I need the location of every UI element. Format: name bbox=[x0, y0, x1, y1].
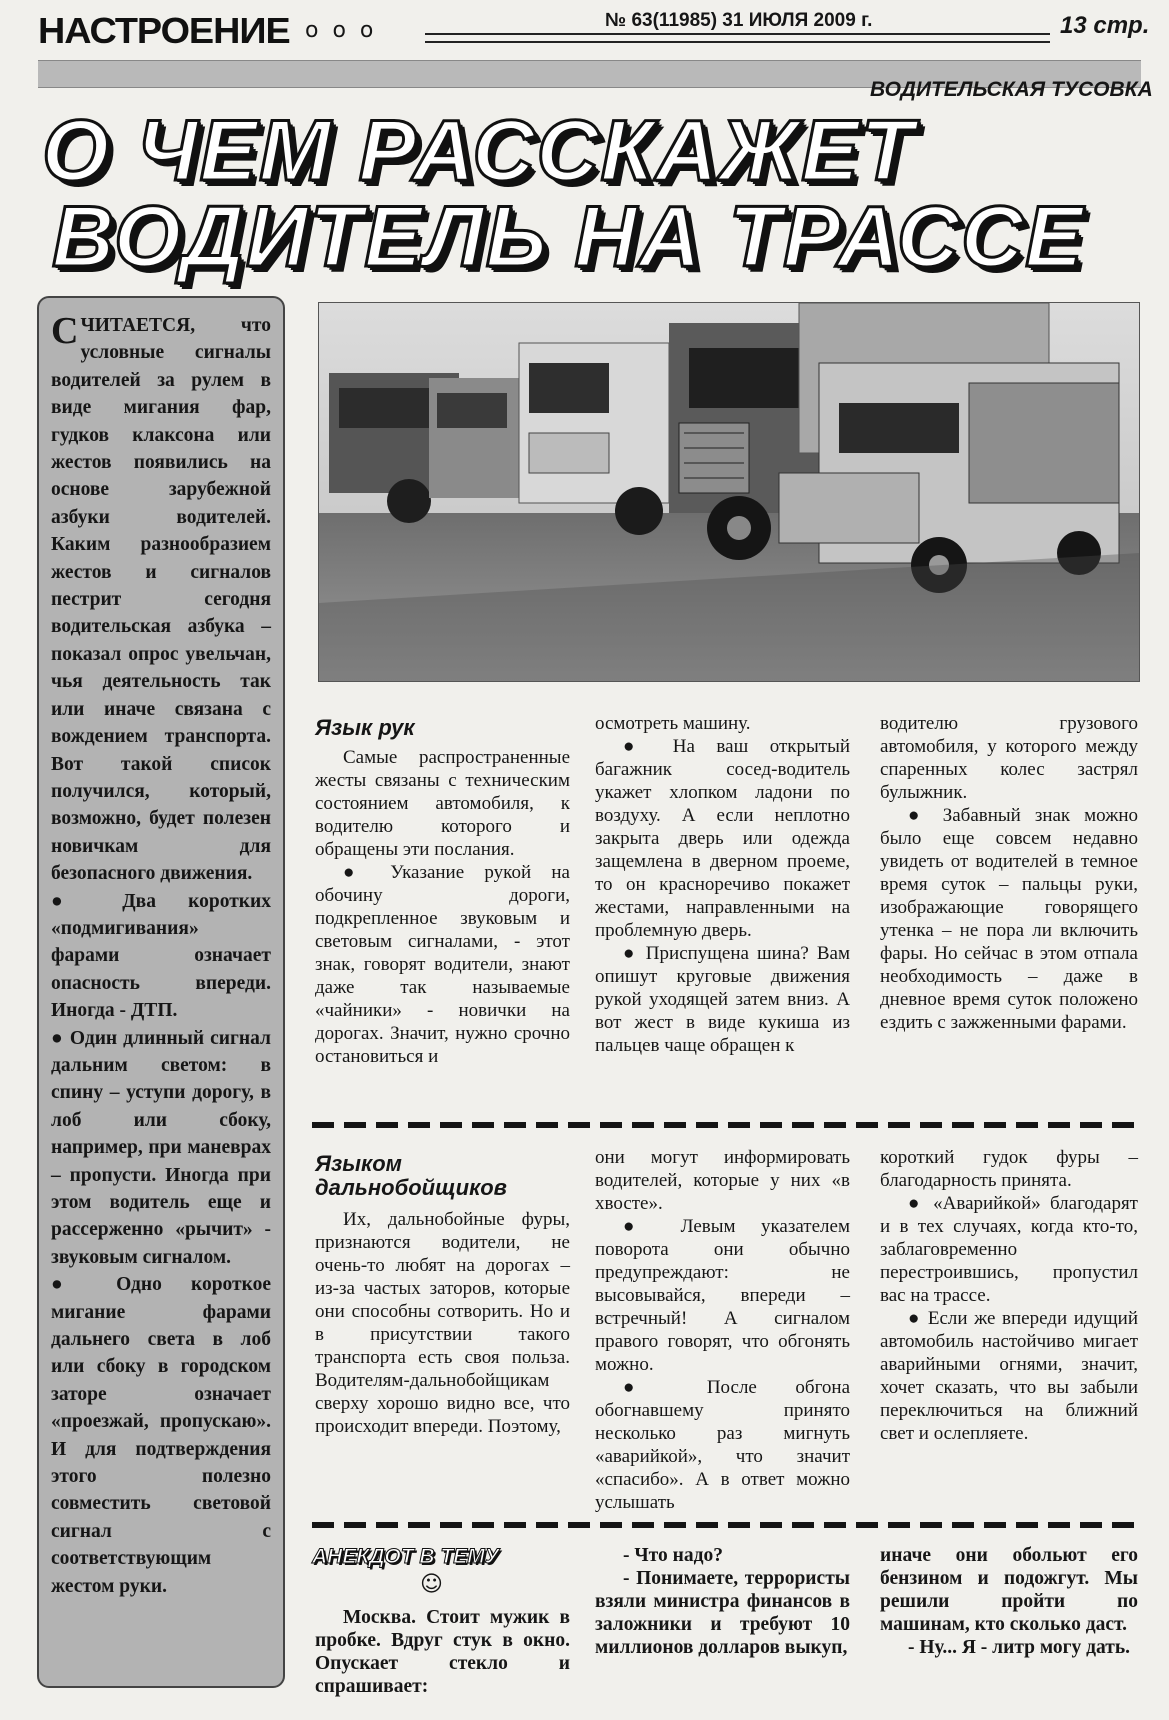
sidebar-intro bbox=[51, 312, 271, 888]
section-name: НАСТРОЕНИЕ bbox=[38, 10, 290, 51]
paragraph: ● «Аварийкой» благодарят и в тех случаях, когда кто-то, заблаговременно перестроившись, пропустил вас на трассе. bbox=[880, 1193, 1138, 1306]
paragraph: они могут информировать водителей, которые у них «в хвосте». bbox=[595, 1147, 850, 1214]
paragraph: Их, дальнобойные фуры, признаются водители, не очень-то любят на дорогах – из-за частых заторов, которые они способны сотворить. Но и в присутствии такого транспорта есть своя польза. Водителям-дальнобойщикам сверху хорошо видно все, что происходит впереди. Поэтому, bbox=[315, 1209, 570, 1437]
paragraph: короткий гудок фуры – благодарность принята. bbox=[880, 1147, 1138, 1191]
headline-line-1: О ЧЕМ РАССКАЖЕТ bbox=[42, 103, 916, 199]
paragraph: ● Указание рукой на обочину дороги, подкрепленное звуковым и световым сигналами, - этот знак, говорят водители, знают даже так называемые «чайники» - новички на дорогах. Значит, нужно срочно остановиться и bbox=[315, 862, 570, 1067]
header-rule bbox=[425, 33, 1050, 43]
trucks-photo bbox=[318, 302, 1140, 682]
joke-column-3 bbox=[880, 1544, 1138, 1659]
section1-column-2 bbox=[595, 712, 850, 1057]
section2-title: Языком дальнобойщиков bbox=[315, 1151, 507, 1200]
sidebar-item: ● Одно короткое мигание фарами дальнего света в лоб или сбоку в городском заторе означает «проезжай, пропускаю». И для подтверждения этого полезно совместить световой сигнал с соответствующим жестом руки. bbox=[51, 1274, 271, 1597]
headline-line-2: ВОДИТЕЛЬ НА ТРАССЕ bbox=[52, 189, 1085, 285]
section1-column-3 bbox=[880, 712, 1138, 1034]
paragraph: ● Приспущена шина? Вам опишут круговые движения рукой уходящей затем вниз. А вот жест в виде кукиша из пальцев чаще обращен к bbox=[595, 943, 850, 1056]
section2-column-1 bbox=[315, 1208, 570, 1438]
paragraph: ● Забавный знак можно было еще совсем недавно увидеть от водителей в темное время суток – пальцы руки, изображающие говорящего утенка – не пора ли включить фары. Но сейчас в этом отпала необходимость – даже в дневное время суток положено ездить с зажженными фарами. bbox=[880, 805, 1138, 1033]
paragraph: ● На ваш открытый багажник сосед-водитель укажет хлопком ладони по воздуху. А если неплотно закрыта дверь или одежда защемлена в дверном проеме, то он красноречиво покажет жестами, направленными на проблемную дверь. bbox=[595, 736, 850, 941]
paragraph: водителю грузового автомобиля, у которого между спаренных колес застрял булыжник. bbox=[880, 713, 1138, 803]
paragraph: - Ну... Я - литр могу дать. bbox=[908, 1637, 1131, 1658]
joke-column-2 bbox=[595, 1544, 850, 1659]
joke-column-1 bbox=[315, 1606, 570, 1698]
sidebar-intro-text: ЧИТАЕТСЯ, что условные сигналы водителей за рулем в виде мигания фар, гудков клаксона или жестов появились на основе зарубежной азбуки водителей. Каким разнообразием жестов и сигналов пестрит сегодня водительская азбука – показал опрос увельчан, чья деятельность так или иначе связана с вождением транспорта. Вот такой список получился, который, возможно, будет полезен новичкам для безопасного движения. bbox=[51, 315, 271, 885]
section1-column-1 bbox=[315, 746, 570, 1068]
paragraph: иначе они обольют его бензином и подожгут. Мы решили пройти по машинам, кто сколько даст. bbox=[880, 1545, 1138, 1635]
section2-column-3 bbox=[880, 1146, 1138, 1445]
rubric-label: ВОДИТЕЛЬСКАЯ ТУСОВКА bbox=[870, 78, 1153, 101]
issue-date: № 63(11985) 31 ИЮЛЯ 2009 г. bbox=[605, 10, 873, 31]
page-number: 13 стр. bbox=[1060, 12, 1150, 39]
section-dots: ooo bbox=[305, 18, 388, 43]
dashed-separator bbox=[312, 1522, 1140, 1528]
sidebar-item: ● Два коротких «подмигивания» фарами означает опасность впереди. Иногда - ДТП. bbox=[51, 890, 271, 1022]
paragraph: - Что надо? bbox=[623, 1545, 723, 1566]
trucks-photo-graphic bbox=[319, 303, 1139, 681]
paragraph: Москва. Стоит мужик в пробке. Вдруг стук в окно. Опускает стекло и спрашивает: bbox=[315, 1607, 570, 1697]
section1-title: Язык рук bbox=[315, 715, 415, 740]
sidebar-box bbox=[37, 296, 285, 1688]
section2-column-2 bbox=[595, 1146, 850, 1514]
paragraph: осмотреть машину. bbox=[595, 713, 751, 734]
paragraph: ● Если же впереди идущий автомобиль настойчиво мигает аварийными огнями, значит, хочет сказать, что вы забыли переключиться на ближний свет и ослепляете. bbox=[880, 1308, 1138, 1444]
paragraph: ● Левым указателем поворота они обычно предупреждают: не высовывайся, впереди – встречный! А сигналом правого говорят, что обгонять можно. bbox=[595, 1216, 850, 1375]
paragraph: ● После обгона обогнавшему принято несколько раз мигнуть «аварийкой», что значит «спасибо». А в ответ можно услышать bbox=[595, 1377, 850, 1513]
joke-title: АНЕКДОТ В ТЕМУ bbox=[312, 1545, 499, 1568]
paragraph: - Понимаете, террористы взяли министра финансов в заложники и требуют 10 миллионов долларов выкуп, bbox=[595, 1568, 850, 1658]
sidebar-item: ● Один длинный сигнал дальним светом: в спину – уступи дорогу, в лоб или сбоку, например, при маневрах – пропусти. Иногда при этом водитель еще и рассерженно «рычит» - звуковым сигналом. bbox=[51, 1027, 271, 1268]
paragraph: Самые распространенные жесты связаны с техническим состоянием автомобиля, к водителю которого и обращены эти послания. bbox=[315, 747, 570, 860]
dashed-separator bbox=[312, 1122, 1140, 1128]
smiley-icon: ☺ bbox=[420, 1572, 443, 1597]
dropcap: С bbox=[51, 310, 79, 352]
